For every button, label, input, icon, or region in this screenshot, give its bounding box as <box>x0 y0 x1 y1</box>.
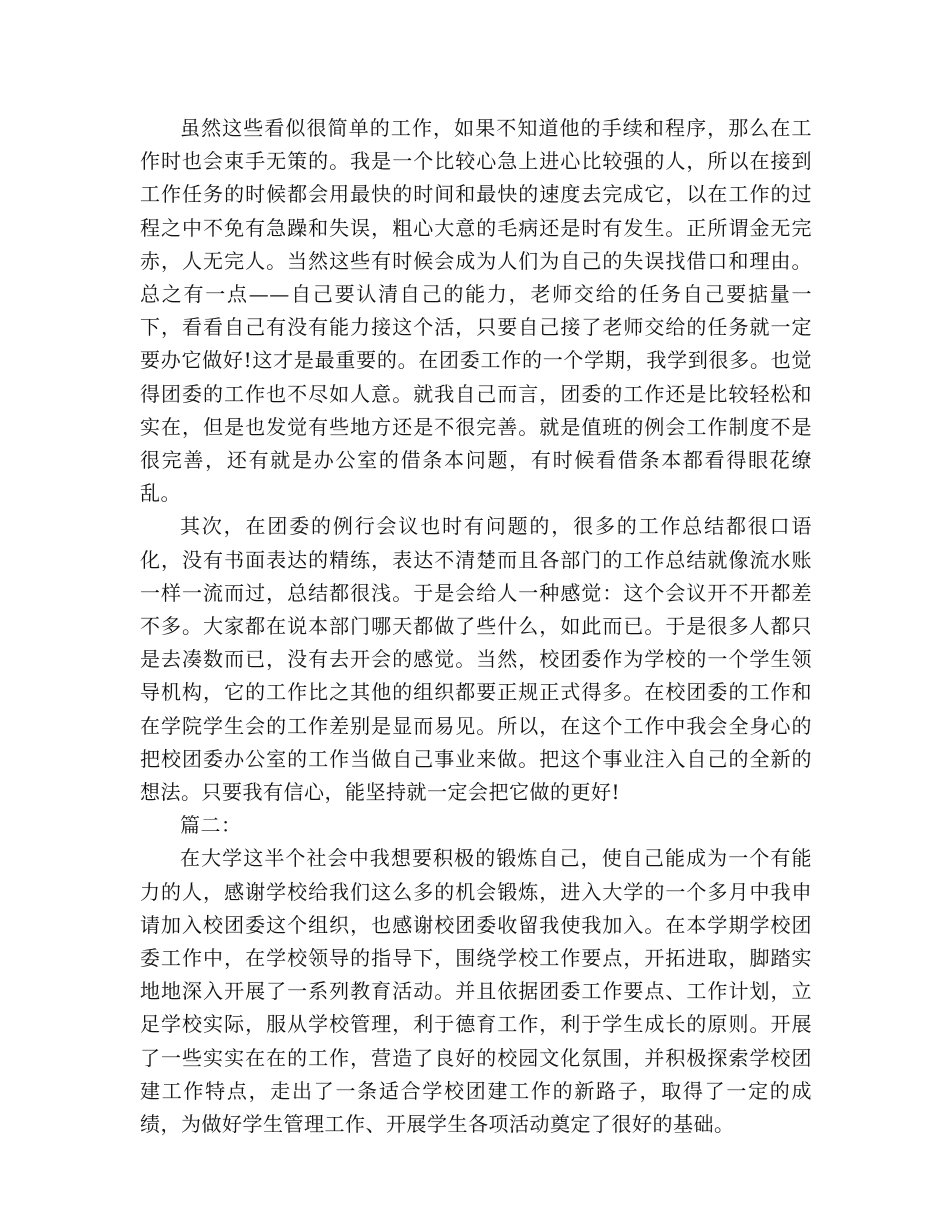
paragraph-work-reflection: 虽然这些看似很简单的工作，如果不知道他的手续和程序，那么在工作时也会束手无策的。我是一个比较心急上进心比较强的人，所以在接到工作任务的时候都会用最快的时间和最快的速度去完成它，以在工作的过程之中不免有急躁和失误，粗心大意的毛病还是时有发生。正所谓金无完赤，人无完人。当然这些有时候会成为人们为自己的失误找借口和理由。总之有一点——自己要认清自己的能力，老师交给的任务自己要掂量一下，看看自己有没有能力接这个活，只要自己接了老师交给的任务就一定要办它做好!这才是最重要的。在团委工作的一个学期，我学到很多。也觉得团委的工作也不尽如人意。就我自己而言，团委的工作还是比较轻松和实在，但是也发觉有些地方还是不很完善。就是值班的例会工作制度不是很完善，还有就是办公室的借条本问题，有时候看借条本都看得眼花缭乱。 <box>140 116 812 506</box>
paragraph-university-experience: 在大学这半个社会中我想要积极的锻炼自己，使自己能成为一个有能力的人，感谢学校给我们这么多的机会锻炼，进入大学的一个多月中我申请加入校团委这个组织，也感谢校团委收留我使我加入。在本学期学校团委工作中，在学校领导的指导下，围绕学校工作要点，开拓进取，脚踏实地地深入开展了一系列教育活动。并且依据团委工作要点、工作计划，立足学校实际，服从学校管理，利于德育工作，利于学生成长的原则。开展了一些实实在在的工作，营造了良好的校园文化氛围，并积极探索学校团建工作特点，走出了一条适合学校团建工作的新路子，取得了一定的成绩，为做好学生管理工作、开展学生各项活动奠定了很好的基础。 <box>140 846 812 1137</box>
section-heading-part-two: 篇二： <box>180 813 242 838</box>
paragraph-meeting-issues: 其次，在团委的例行会议也时有问题的，很多的工作总结都很口语化，没有书面表达的精练，表达不清楚而且各部门的工作总结就像流水账一样一流而过，总结都很浅。于是会给人一种感觉：这个会议开不开都差不多。大家都在说本部门哪天都做了些什么，如此而已。于是很多人都只是去凑数而已，没有去开会的感觉。当然，校团委作为学校的一个学生领导机构，它的工作比之其他的组织都要正规正式得多。在校团委的工作和在学院学生会的工作差别是显而易见。所以，在这个工作中我会全身心的把校团委办公室的工作当做自己事业来做。把这个事业注入自己的全新的想法。只要我有信心，能坚持就一定会把它做的更好! <box>140 514 812 805</box>
document-body <box>140 112 812 1141</box>
